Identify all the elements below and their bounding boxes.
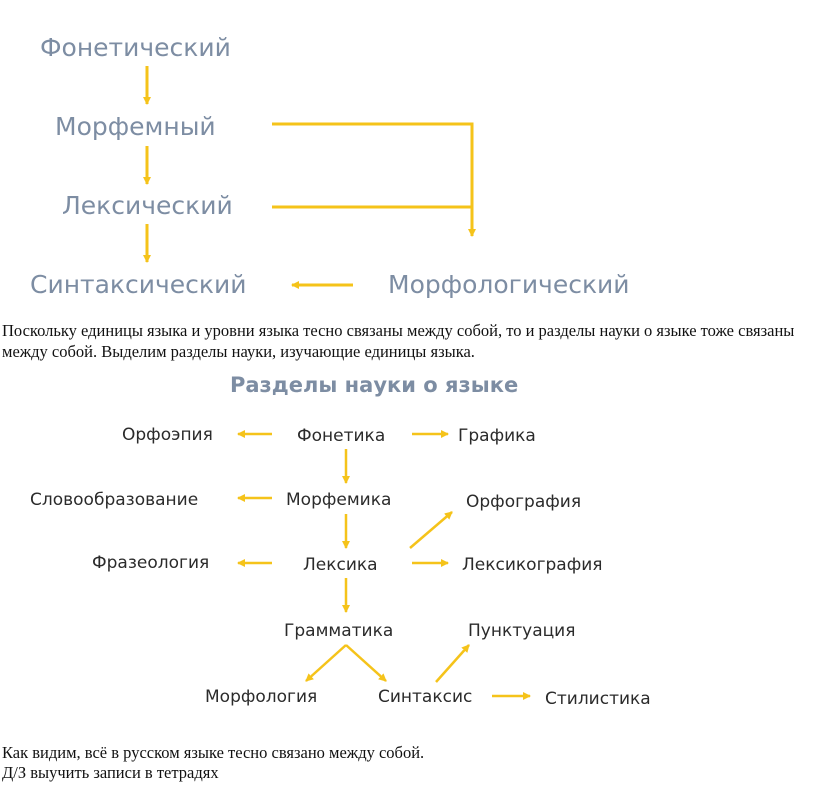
node-lexis: Лексика	[303, 555, 378, 575]
node-lexical: Лексический	[62, 191, 233, 220]
node-graphics: Графика	[458, 426, 536, 446]
paragraph-conclusion: Как видим, всё в русском языке тесно связано между собой.	[2, 743, 425, 762]
node-grammar: Грамматика	[284, 621, 394, 641]
levels-diagram	[30, 33, 630, 299]
node-lexicography: Лексикография	[462, 555, 603, 575]
arrow-lexis-orthography	[410, 512, 452, 548]
node-orthography: Орфография	[466, 492, 582, 512]
node-morphemics: Морфемика	[286, 490, 392, 510]
connector-morphemic-morphological	[272, 124, 472, 236]
sections-title: Разделы науки о языке	[230, 373, 519, 397]
node-morphological: Морфологический	[388, 270, 630, 299]
node-phraseology: Фразеология	[92, 553, 210, 573]
node-morphology: Морфология	[205, 687, 318, 707]
node-orthoepy: Орфоэпия	[122, 425, 213, 445]
paragraph-intro: Поскольку единицы языка и уровни языка тесно связаны между собой, то и разделы науки о языке тоже связаны между собой. Выделим разделы науки, изучающие единицы языка.	[2, 321, 795, 361]
node-word-formation: Словообразование	[30, 490, 199, 510]
node-stylistics: Стилистика	[545, 689, 651, 709]
node-syntax: Синтаксис	[378, 687, 473, 707]
node-phonetics: Фонетика	[297, 426, 386, 446]
arrow-syntax-punctuation	[436, 645, 469, 682]
node-phonetic: Фонетический	[40, 33, 231, 62]
node-syntactic: Синтаксический	[30, 270, 247, 299]
levels-arrows	[147, 66, 472, 285]
arrow-grammar-morphology	[306, 645, 346, 681]
sections-diagram	[30, 425, 651, 709]
node-punctuation: Пунктуация	[468, 621, 576, 641]
arrow-grammar-syntax	[346, 645, 386, 681]
node-morphemic: Морфемный	[55, 112, 216, 141]
homework-note: Д/З выучить записи в тетрадях	[2, 763, 219, 782]
